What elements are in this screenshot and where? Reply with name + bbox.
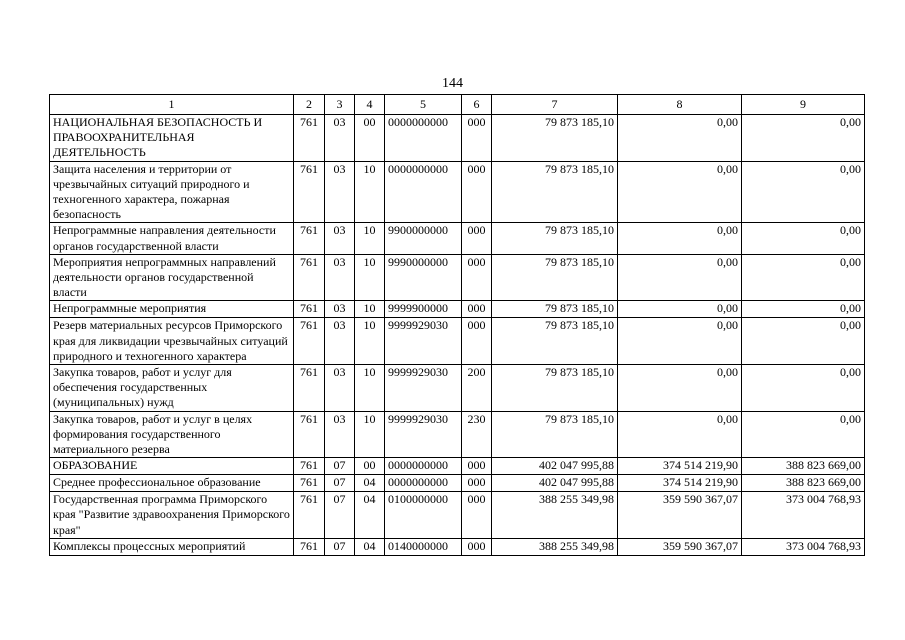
- row-name: Закупка товаров, работ и услуг в целях формирования государственного материального резерва: [50, 411, 294, 458]
- amount-cell: 79 873 185,10: [492, 254, 618, 301]
- table-row: [50, 115, 865, 162]
- row-name: Закупка товаров, работ и услуг для обеспечения государственных (муниципальных) нужд: [50, 365, 294, 412]
- amount-cell: 374 514 219,90: [618, 458, 742, 475]
- budget-table: [49, 94, 865, 556]
- table-row: [50, 161, 865, 223]
- amount-cell: 0,00: [742, 254, 865, 301]
- column-header: 4: [355, 95, 385, 115]
- code-cell: 000: [462, 318, 492, 365]
- code-cell: 10: [355, 301, 385, 318]
- code-cell: 9900000000: [385, 223, 462, 254]
- table-row: [50, 301, 865, 318]
- code-cell: 761: [294, 538, 325, 555]
- code-cell: 10: [355, 223, 385, 254]
- code-cell: 200: [462, 365, 492, 412]
- amount-cell: 0,00: [742, 365, 865, 412]
- code-cell: 07: [325, 475, 355, 492]
- code-cell: 761: [294, 115, 325, 162]
- amount-cell: 0,00: [618, 161, 742, 223]
- code-cell: 0100000000: [385, 492, 462, 539]
- amount-cell: 79 873 185,10: [492, 223, 618, 254]
- row-name: Резерв материальных ресурсов Приморского края для ликвидации чрезвычайных ситуаций природного и техногенного характера: [50, 318, 294, 365]
- amount-cell: 359 590 367,07: [618, 538, 742, 555]
- code-cell: 761: [294, 475, 325, 492]
- column-header: 3: [325, 95, 355, 115]
- amount-cell: 0,00: [742, 223, 865, 254]
- code-cell: 9999929030: [385, 411, 462, 458]
- code-cell: 04: [355, 538, 385, 555]
- code-cell: 03: [325, 254, 355, 301]
- code-cell: 00: [355, 115, 385, 162]
- code-cell: 07: [325, 458, 355, 475]
- table-row: [50, 254, 865, 301]
- header-row: [50, 95, 865, 115]
- code-cell: 03: [325, 223, 355, 254]
- code-cell: 10: [355, 411, 385, 458]
- row-name: Государственная программа Приморского края "Развитие здравоохранения Приморского края": [50, 492, 294, 539]
- code-cell: 761: [294, 458, 325, 475]
- code-cell: 9999929030: [385, 365, 462, 412]
- amount-cell: 79 873 185,10: [492, 411, 618, 458]
- amount-cell: 0,00: [742, 301, 865, 318]
- amount-cell: 373 004 768,93: [742, 492, 865, 539]
- table-row: [50, 458, 865, 475]
- code-cell: 03: [325, 411, 355, 458]
- column-header: 6: [462, 95, 492, 115]
- amount-cell: 402 047 995,88: [492, 475, 618, 492]
- amount-cell: 0,00: [618, 301, 742, 318]
- code-cell: 04: [355, 492, 385, 539]
- row-name: Непрограммные направления деятельности органов государственной власти: [50, 223, 294, 254]
- code-cell: 03: [325, 318, 355, 365]
- code-cell: 761: [294, 492, 325, 539]
- code-cell: 03: [325, 301, 355, 318]
- code-cell: 9999900000: [385, 301, 462, 318]
- code-cell: 10: [355, 318, 385, 365]
- amount-cell: 388 823 669,00: [742, 458, 865, 475]
- code-cell: 0140000000: [385, 538, 462, 555]
- code-cell: 000: [462, 301, 492, 318]
- amount-cell: 0,00: [618, 115, 742, 162]
- amount-cell: 0,00: [742, 161, 865, 223]
- code-cell: 9990000000: [385, 254, 462, 301]
- code-cell: 0000000000: [385, 115, 462, 162]
- code-cell: 10: [355, 365, 385, 412]
- amount-cell: 388 255 349,98: [492, 492, 618, 539]
- column-header: 7: [492, 95, 618, 115]
- code-cell: 9999929030: [385, 318, 462, 365]
- row-name: Мероприятия непрограммных направлений деятельности органов государственной власти: [50, 254, 294, 301]
- code-cell: 000: [462, 458, 492, 475]
- code-cell: 0000000000: [385, 458, 462, 475]
- amount-cell: 0,00: [618, 318, 742, 365]
- code-cell: 000: [462, 115, 492, 162]
- code-cell: 761: [294, 254, 325, 301]
- amount-cell: 79 873 185,10: [492, 365, 618, 412]
- page-number: 144: [442, 76, 463, 91]
- code-cell: 0000000000: [385, 161, 462, 223]
- code-cell: 0000000000: [385, 475, 462, 492]
- amount-cell: 0,00: [742, 318, 865, 365]
- code-cell: 000: [462, 475, 492, 492]
- amount-cell: 402 047 995,88: [492, 458, 618, 475]
- code-cell: 00: [355, 458, 385, 475]
- table-row: [50, 223, 865, 254]
- amount-cell: 0,00: [742, 115, 865, 162]
- code-cell: 000: [462, 254, 492, 301]
- code-cell: 761: [294, 301, 325, 318]
- code-cell: 000: [462, 223, 492, 254]
- amount-cell: 0,00: [618, 411, 742, 458]
- row-name: НАЦИОНАЛЬНАЯ БЕЗОПАСНОСТЬ И ПРАВООХРАНИТЕЛЬНАЯ ДЕЯТЕЛЬНОСТЬ: [50, 115, 294, 162]
- table-row: [50, 411, 865, 458]
- code-cell: 000: [462, 492, 492, 539]
- amount-cell: 359 590 367,07: [618, 492, 742, 539]
- column-header: 2: [294, 95, 325, 115]
- code-cell: 10: [355, 254, 385, 301]
- code-cell: 000: [462, 161, 492, 223]
- code-cell: 03: [325, 365, 355, 412]
- table-row: [50, 365, 865, 412]
- code-cell: 000: [462, 538, 492, 555]
- code-cell: 761: [294, 365, 325, 412]
- amount-cell: 79 873 185,10: [492, 161, 618, 223]
- code-cell: 10: [355, 161, 385, 223]
- code-cell: 761: [294, 223, 325, 254]
- code-cell: 03: [325, 161, 355, 223]
- amount-cell: 0,00: [618, 223, 742, 254]
- column-header: 1: [50, 95, 294, 115]
- code-cell: 03: [325, 115, 355, 162]
- amount-cell: 79 873 185,10: [492, 115, 618, 162]
- table-row: [50, 492, 865, 539]
- code-cell: 761: [294, 161, 325, 223]
- amount-cell: 79 873 185,10: [492, 318, 618, 365]
- code-cell: 07: [325, 538, 355, 555]
- table-row: [50, 318, 865, 365]
- row-name: Среднее профессиональное образование: [50, 475, 294, 492]
- code-cell: 230: [462, 411, 492, 458]
- row-name: ОБРАЗОВАНИЕ: [50, 458, 294, 475]
- amount-cell: 373 004 768,93: [742, 538, 865, 555]
- code-cell: 761: [294, 411, 325, 458]
- amount-cell: 0,00: [618, 365, 742, 412]
- row-name: Защита населения и территории от чрезвычайных ситуаций природного и техногенного характера, пожарная безопасность: [50, 161, 294, 223]
- amount-cell: 388 823 669,00: [742, 475, 865, 492]
- row-name: Комплексы процессных мероприятий: [50, 538, 294, 555]
- amount-cell: 0,00: [742, 411, 865, 458]
- column-header: 8: [618, 95, 742, 115]
- code-cell: 07: [325, 492, 355, 539]
- amount-cell: 374 514 219,90: [618, 475, 742, 492]
- row-name: Непрограммные мероприятия: [50, 301, 294, 318]
- amount-cell: 0,00: [618, 254, 742, 301]
- amount-cell: 388 255 349,98: [492, 538, 618, 555]
- column-header: 5: [385, 95, 462, 115]
- code-cell: 04: [355, 475, 385, 492]
- table-row: [50, 475, 865, 492]
- amount-cell: 79 873 185,10: [492, 301, 618, 318]
- column-header: 9: [742, 95, 865, 115]
- code-cell: 761: [294, 318, 325, 365]
- table-row: [50, 538, 865, 555]
